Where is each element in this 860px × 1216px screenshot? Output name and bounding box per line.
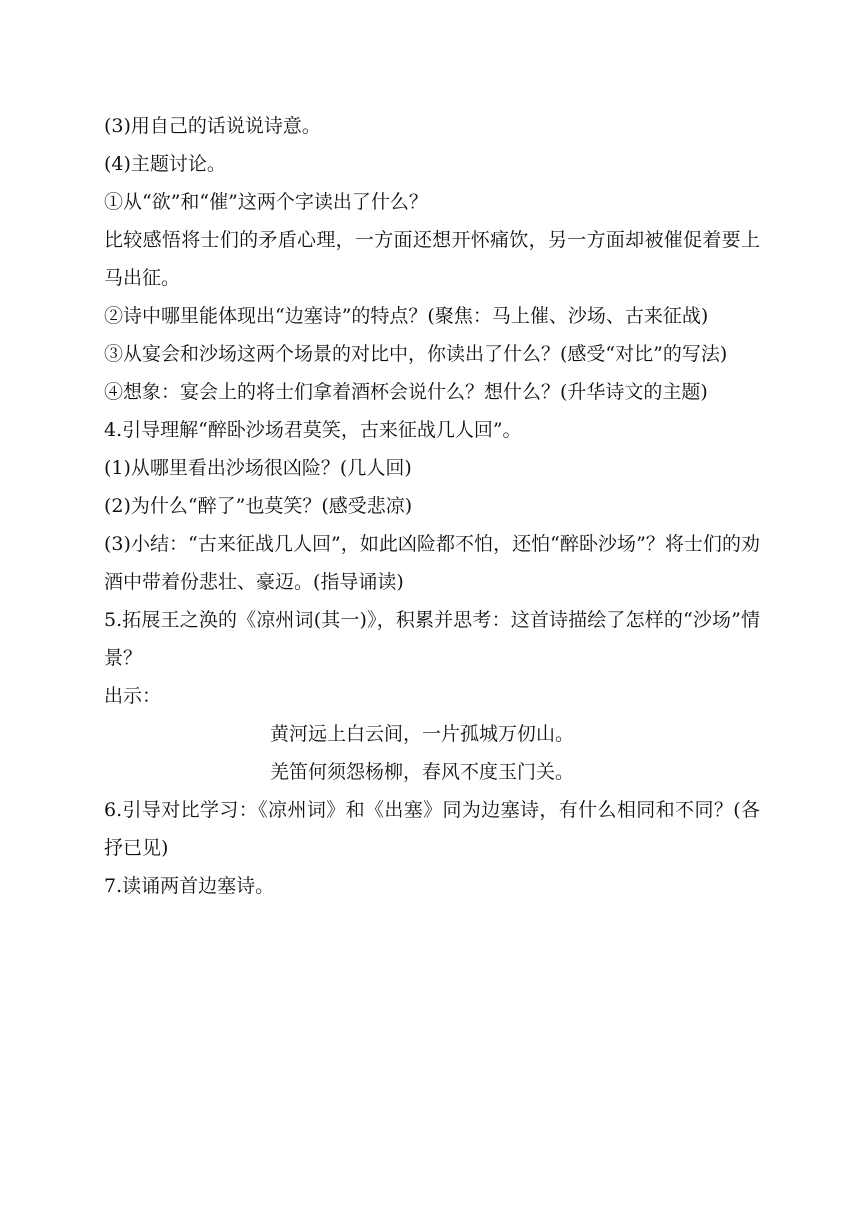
- question-2: ②诗中哪里能体现出“边塞诗”的特点？(聚焦：马上催、沙场、古来征战): [104, 305, 709, 327]
- question-4: ④想象：宴会上的将士们拿着酒杯会说什么？想什么？(升华诗文的主题): [104, 381, 708, 403]
- answer-1: 比较感悟将士们的矛盾心理，一方面还想开怀痛饮，另一方面却被催促着要上马出征。: [104, 229, 760, 289]
- step-4-item-1: (1)从哪里看出沙场很凶险？(几人回): [104, 457, 412, 479]
- question-1: ①从“欲”和“催”这两个字读出了什么？: [104, 191, 428, 213]
- poem-line-2: 羌笛何须怨杨柳，春风不度玉门关。: [270, 761, 575, 783]
- step-7-heading: 7.读诵两首边塞诗。: [104, 875, 275, 897]
- step-5-heading: 5.拓展王之涣的《凉州词(其一)》，积累并思考：这首诗描绘了怎样的“沙场”情景？: [104, 609, 760, 669]
- step-6-heading: 6.引导对比学习：《凉州词》和《出塞》同为边塞诗，有什么相同和不同？(各抒已见): [104, 799, 760, 859]
- question-3: ③从宴会和沙场这两个场景的对比中，你读出了什么？(感受“对比”的写法): [104, 343, 728, 365]
- item-3-paraphrase: (3)用自己的话说说诗意。: [104, 115, 321, 137]
- step-4-item-3: (3)小结：“古来征战几人回”，如此凶险都不怕，还怕“醉卧沙场”？将士们的劝酒中带着份悲壮、豪迈。(指导诵读): [104, 533, 760, 593]
- item-4-theme-discussion: (4)主题讨论。: [104, 153, 226, 175]
- poem-line-1: 黄河远上白云间，一片孤城万仞山。: [270, 723, 575, 745]
- show-label: 出示：: [104, 685, 162, 707]
- document-body: [104, 107, 760, 905]
- step-4-heading: 4.引导理解“醉卧沙场君莫笑，古来征战几人回”。: [104, 419, 522, 441]
- step-4-item-2: (2)为什么“醉了”也莫笑？(感受悲凉): [104, 495, 413, 517]
